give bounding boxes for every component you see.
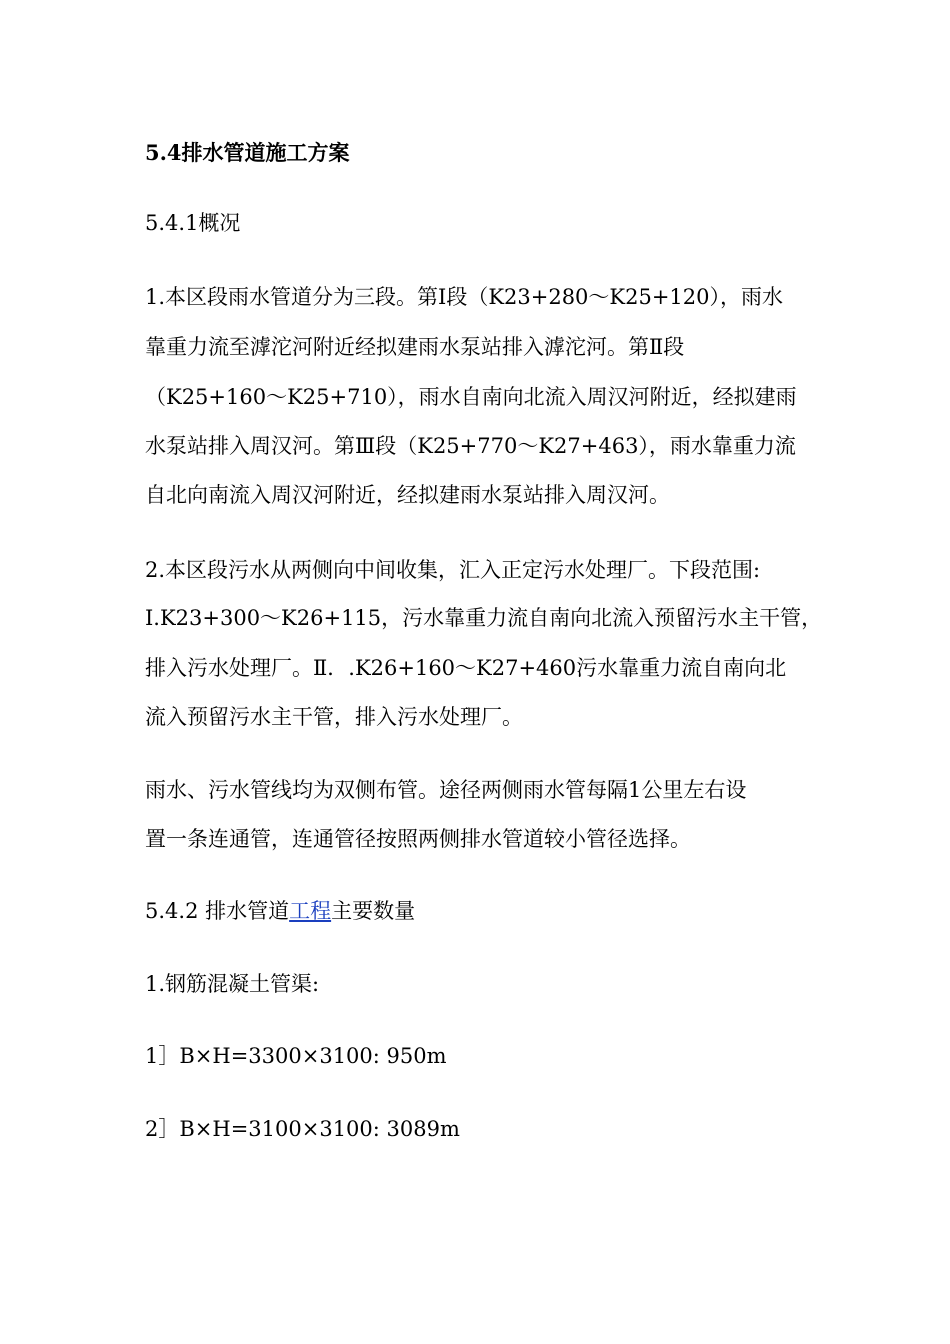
para1-line-2: 靠重力流至滹沱河附近经拟建雨水泵站排入滹沱河。第Ⅱ段 <box>145 335 685 359</box>
section-heading: 5.4排水管道施工方案 <box>145 140 350 165</box>
para3-line-1: 雨水、污水管线均为双侧布管。途径两侧雨水管每隔1公里左右设 <box>145 778 747 802</box>
para2-line-4: 流入预留污水主干管，排入污水处理厂。 <box>145 705 523 729</box>
para3-line-2: 置一条连通管，连通管径按照两侧排水管道较小管径选择。 <box>145 827 691 851</box>
para1-line-4: 水泵站排入周汉河。第Ⅲ段（K25+770～K27+463），雨水靠重力流 <box>145 434 796 458</box>
subsection-quantity-prefix: 5.4.2 排水管道 <box>145 899 290 923</box>
para1-line-1: 1.本区段雨水管道分为三段。第Ⅰ段（K23+280～K25+120），雨水 <box>145 285 784 309</box>
engineering-link[interactable]: 工程 <box>289 899 332 923</box>
list-item: 2］B×H=3100×3100: 3089m <box>145 1117 460 1141</box>
para1-line-3: （K25+160～K25+710），雨水自南向北流入周汉河附近，经拟建雨 <box>145 385 797 409</box>
item-title: 1.钢筋混凝土管渠: <box>145 972 320 996</box>
para2-line-2: Ⅰ.K23+300～K26+115，污水靠重力流自南向北流入预留污水主干管， <box>145 606 823 630</box>
para1-line-5: 自北向南流入周汉河附近，经拟建雨水泵站排入周汉河。 <box>145 483 670 507</box>
para2-line-1: 2.本区段污水从两侧向中间收集，汇入正定污水处理厂。下段范围: <box>145 558 761 582</box>
subsection-overview: 5.4.1概况 <box>145 211 241 235</box>
list-item: 1］B×H=3300×3100: 950m <box>145 1044 447 1068</box>
para2-line-3: 排入污水处理厂。Ⅱ．.K26+160～K27+460污水靠重力流自南向北 <box>145 656 787 680</box>
subsection-quantity <box>145 897 415 925</box>
subsection-quantity-suffix: 主要数量 <box>331 899 416 923</box>
